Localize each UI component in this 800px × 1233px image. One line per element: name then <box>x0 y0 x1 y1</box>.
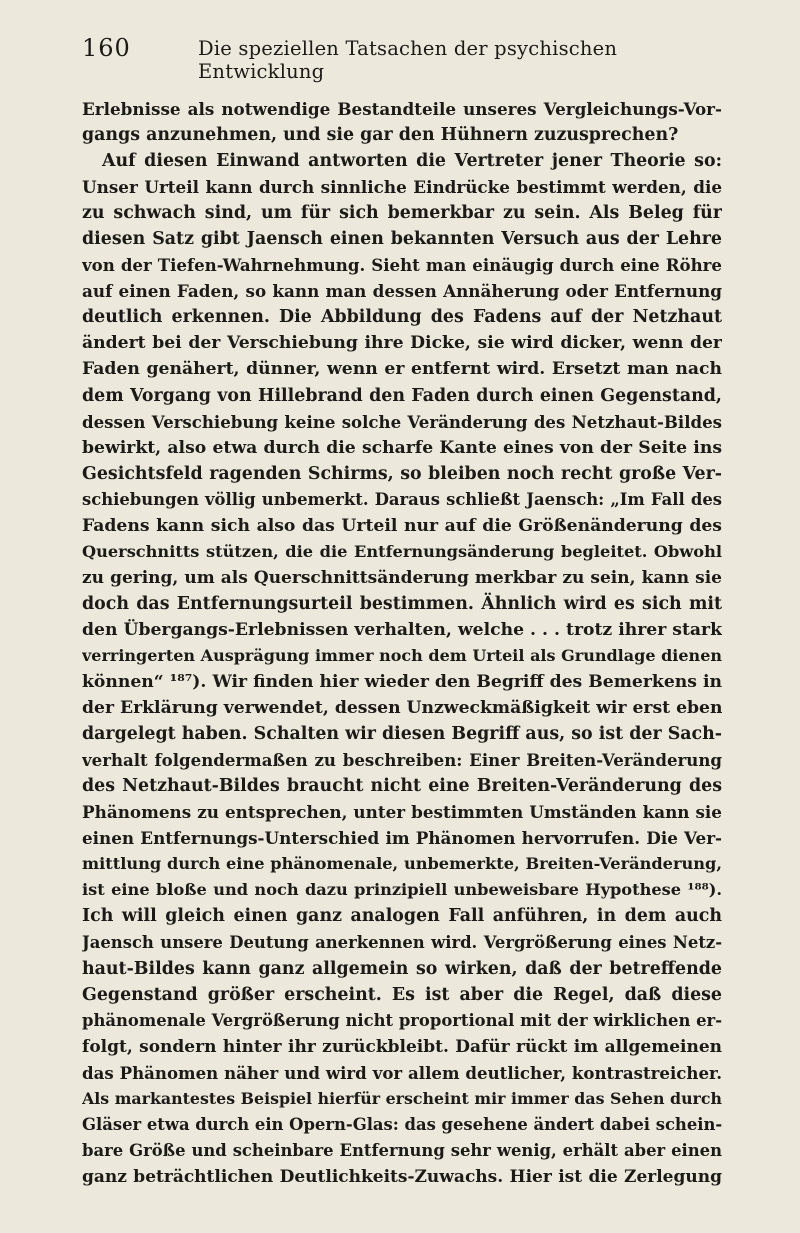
text-line: Als markantestes Beispiel hierfür erscheint mir immer das Sehen durch <box>82 1088 722 1108</box>
text-line: des Netzhaut-Bildes braucht nicht eine Breiten-Veränderung des <box>82 776 722 797</box>
text-line: auf einen Faden, so kann man dessen Annäherung oder Entfernung <box>82 281 722 302</box>
text-line: Gegenstand größer erscheint. Es ist aber die Regel, daß diese <box>82 984 722 1005</box>
text-line: folgt, sondern hinter ihr zurückbleibt. Dafür rückt im allgemeinen <box>82 1036 722 1057</box>
text-line: verhalt folgendermaßen zu beschreiben: Einer Breiten-Veränderung <box>82 750 722 771</box>
text-line: Jaensch unsere Deutung anerkennen wird. Vergrößerung eines Netz- <box>82 932 722 952</box>
text-line: haut-Bildes kann ganz allgemein so wirken, daß der betreffende <box>82 958 722 979</box>
text-line: verringerten Ausprägung immer noch dem Urteil als Grundlage dienen <box>82 645 722 665</box>
text-line: Fadens kann sich also das Urteil nur auf die Größenänderung des <box>82 515 722 536</box>
text-line: mittlung durch eine phänomenale, unbemerkte, Breiten-Veränderung, <box>82 854 722 874</box>
text-line: diesen Satz gibt Jaensch einen bekannten Versuch aus der Lehre <box>82 229 722 250</box>
text-line: das Phänomen näher und wird vor allem deutlicher, kontrastreicher. <box>82 1062 722 1083</box>
body-text <box>82 96 722 1190</box>
running-title: Die speziellen Tatsachen der psychischen Entwicklung <box>198 37 618 83</box>
text-line: schiebungen völlig unbemerkt. Daraus schließt Jaensch: „Im Fall des <box>82 489 722 509</box>
text-line: Querschnitts stützen, die die Entfernungsänderung begleitet. Obwohl <box>82 541 722 561</box>
text-line: Ich will gleich einen ganz analogen Fall anführen, in dem auch <box>82 906 722 927</box>
text-line: doch das Entfernungsurteil bestimmen. Ähnlich wird es sich mit <box>82 593 722 614</box>
text-line: bewirkt, also etwa durch die scharfe Kante eines von der Seite ins <box>82 437 722 458</box>
text-line: Gesichtsfeld ragenden Schirms, so bleiben noch recht große Ver- <box>82 463 722 484</box>
text-line: ganz beträchtlichen Deutlichkeits-Zuwachs. Hier ist die Zerlegung <box>82 1166 722 1187</box>
text-line: Auf diesen Einwand antworten die Vertreter jener Theorie so: <box>102 151 722 172</box>
page-header <box>82 34 722 83</box>
text-line: zu gering, um als Querschnittsänderung merkbar zu sein, kann sie <box>82 567 722 588</box>
text-line: können“ ¹⁸⁷). Wir finden hier wieder den Begriff des Bemerkens in <box>82 672 722 693</box>
text-line: Phänomens zu entsprechen, unter bestimmten Umständen kann sie <box>82 802 722 823</box>
text-line: von der Tiefen-Wahrnehmung. Sieht man einäugig durch eine Röhre <box>82 255 722 276</box>
text-line: dargelegt haben. Schalten wir diesen Begriff aus, so ist der Sach- <box>82 724 722 745</box>
text-line: einen Entfernungs-Unterschied im Phänomen hervorrufen. Die Ver- <box>82 828 722 849</box>
text-line: dessen Verschiebung keine solche Veränderung des Netzhaut-Bildes <box>82 411 722 432</box>
text-line: bare Größe und scheinbare Entfernung sehr wenig, erhält aber einen <box>82 1140 722 1160</box>
text-line: Erlebnisse als notwendige Bestandteile unseres Vergleichungs-Vor- <box>82 99 722 119</box>
text-line: deutlich erkennen. Die Abbildung des Fadens auf der Netzhaut <box>82 307 722 328</box>
text-line: Gläser etwa durch ein Opern-Glas: das gesehene ändert dabei schein- <box>82 1114 722 1134</box>
text-line: dem Vorgang von Hillebrand den Faden durch einen Gegenstand, <box>82 385 722 406</box>
text-line: der Erklärung verwendet, dessen Unzweckmäßigkeit wir erst eben <box>82 698 722 719</box>
text-line: zu schwach sind, um für sich bemerkbar zu sein. Als Beleg für <box>82 203 722 224</box>
text-line: Unser Urteil kann durch sinnliche Eindrücke bestimmt werden, die <box>82 177 722 198</box>
page-number: 160 <box>82 34 131 62</box>
text-line: gangs anzunehmen, und sie gar den Hühnern zuzusprechen? <box>82 125 679 146</box>
text-line: ist eine bloße und noch dazu prinzipiell unbeweisbare Hypothese ¹⁸⁸). <box>82 880 722 900</box>
text-line: ändert bei der Verschiebung ihre Dicke, sie wird dicker, wenn der <box>82 333 722 354</box>
text-line: Faden genähert, dünner, wenn er entfernt wird. Ersetzt man nach <box>82 359 722 380</box>
text-line: phänomenale Vergrößerung nicht proportional mit der wirklichen er- <box>82 1010 722 1030</box>
text-line: den Übergangs-Erlebnissen verhalten, welche . . . trotz ihrer stark <box>82 619 722 640</box>
